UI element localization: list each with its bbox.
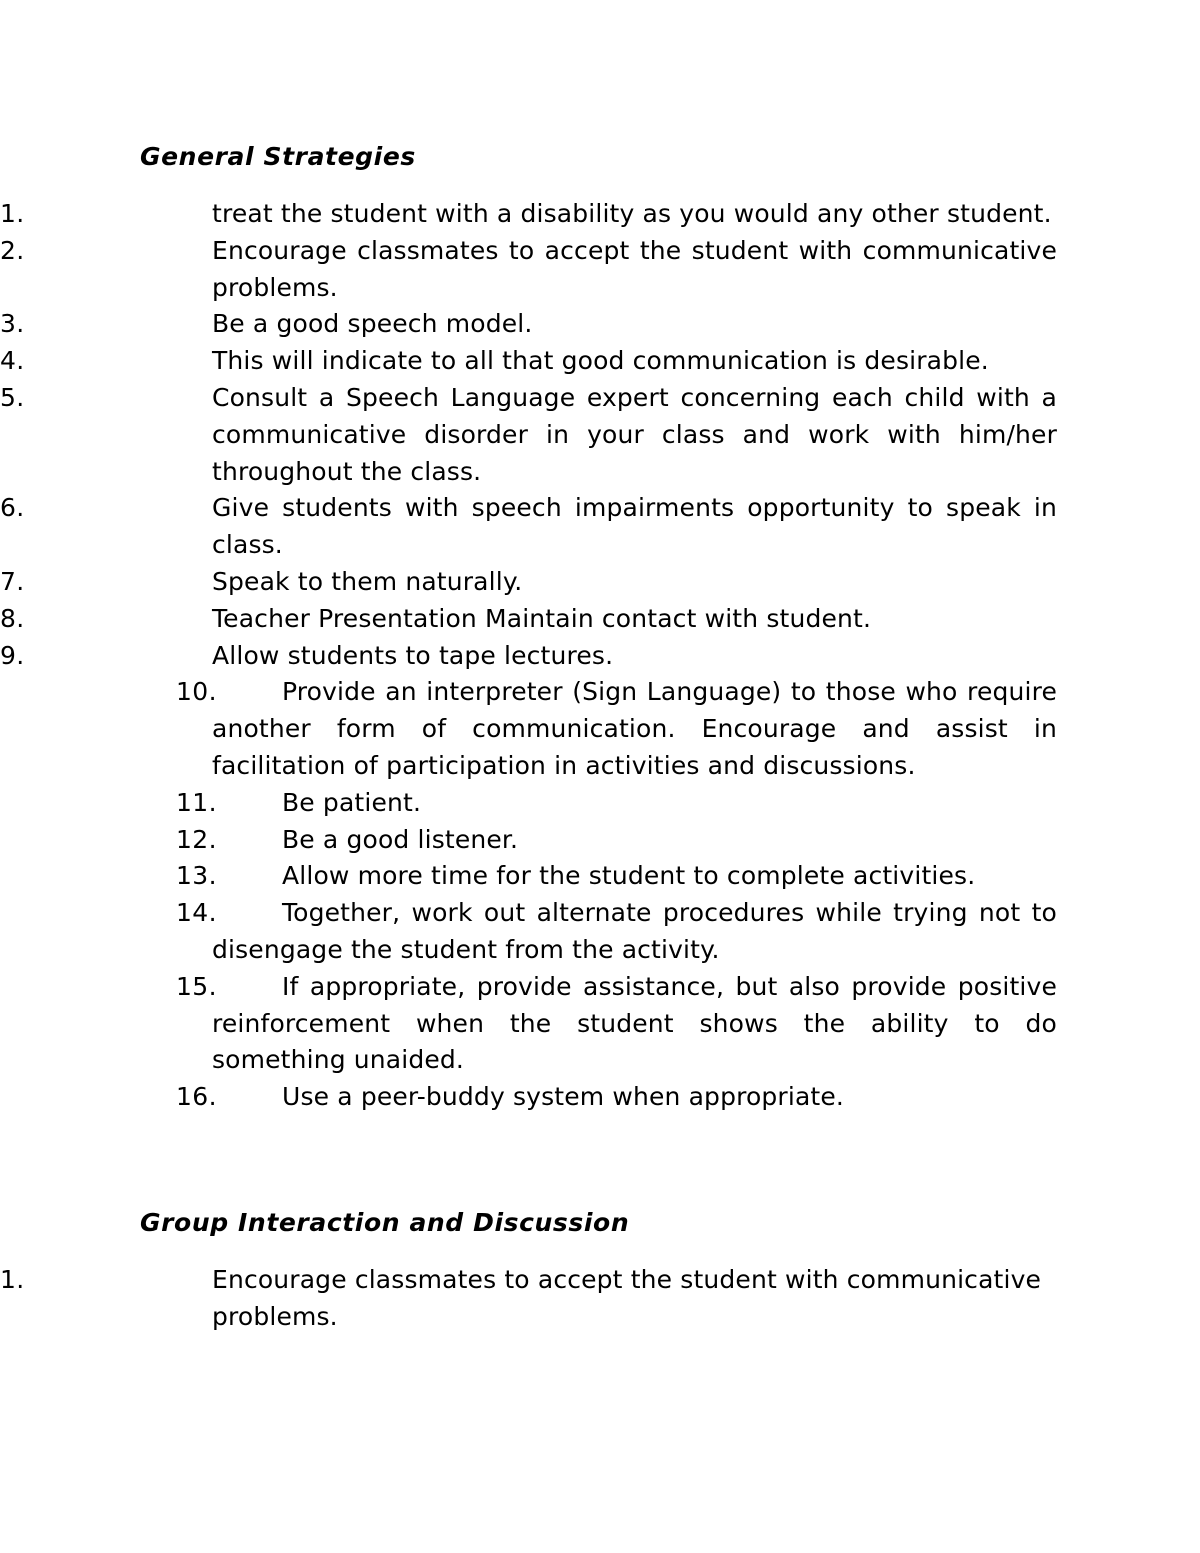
list-item-text: Be patient. <box>282 787 422 817</box>
list-item <box>0 969 1057 1079</box>
section-heading-group-interaction: Group Interaction and Discussion <box>140 1208 630 1237</box>
list-item-text: Be a good listener. <box>282 824 519 854</box>
list-item-text: Encourage classmates to accept the student with communicative problems. <box>212 235 1057 302</box>
list-item <box>0 858 1057 895</box>
list-item-number: 7. <box>0 566 25 596</box>
list-item-number: 14. <box>176 898 217 928</box>
list-item-text: treat the student with a disability as you would any other student. <box>212 199 1052 228</box>
list-item-number: 2. <box>0 235 25 265</box>
list-item-number: 11. <box>176 787 217 817</box>
list-item-number: 6. <box>0 493 25 523</box>
list-item <box>0 674 1057 784</box>
general-strategies-list <box>0 196 1200 1116</box>
group-interaction-list <box>0 1262 1200 1336</box>
list-item-text: Consult a Speech Language expert concerning each child with a communicative disorder in your class and work with him/her throughout the class. <box>212 382 1057 486</box>
list-item-text: Give students with speech impairments opportunity to speak in class. <box>212 493 1057 560</box>
list-item-text: Allow students to tape lectures. <box>212 640 614 670</box>
list-item-number: 10. <box>176 677 217 707</box>
list-item <box>0 490 1057 564</box>
list-item-number: 1. <box>0 199 25 228</box>
list-item <box>0 785 1057 822</box>
list-item-number: 1. <box>0 1265 25 1294</box>
list-item-text: Use a peer-buddy system when appropriate. <box>282 1082 845 1112</box>
list-item-number: 8. <box>0 603 25 633</box>
list-item <box>0 1079 1057 1116</box>
list-item-text: Speak to them naturally. <box>212 566 523 596</box>
list-item-text: Allow more time for the student to complete activities. <box>282 861 976 891</box>
list-item-text: If appropriate, provide assistance, but also provide positive reinforcement when the student shows the ability to do something unaided. <box>212 971 1057 1075</box>
list-item <box>0 638 1057 675</box>
list-item <box>0 306 1057 343</box>
list-item <box>0 233 1057 307</box>
list-item <box>0 380 1057 490</box>
list-item <box>0 564 1057 601</box>
list-item-number: 3. <box>0 309 25 339</box>
list-item-number: 15. <box>176 971 217 1001</box>
list-item-text: Encourage classmates to accept the student with communicative problems. <box>212 1265 1042 1331</box>
list-item <box>0 822 1057 859</box>
list-item-number: 12. <box>176 824 217 854</box>
list-item-text: This will indicate to all that good communication is desirable. <box>212 346 989 376</box>
list-item <box>0 601 1057 638</box>
section-heading-general-strategies: General Strategies <box>140 142 416 171</box>
list-item <box>0 343 1057 380</box>
list-item-number: 9. <box>0 640 25 670</box>
list-item-text: Provide an interpreter (Sign Language) to those who require another form of communication. Encourage and assist in facilitation of participation in activities and discussions. <box>212 677 1057 780</box>
list-item-number: 16. <box>176 1082 217 1112</box>
list-item-text: Teacher Presentation Maintain contact with student. <box>212 603 872 633</box>
list-item-number: 13. <box>176 861 217 891</box>
list-item <box>0 895 1057 969</box>
list-item-number: 5. <box>0 382 25 412</box>
list-item-number: 4. <box>0 346 25 376</box>
list-item <box>0 1262 1057 1336</box>
list-item <box>0 196 1057 233</box>
list-item-text: Together, work out alternate procedures while trying not to disengage the student from the activity. <box>212 898 1057 964</box>
list-item-text: Be a good speech model. <box>212 309 533 339</box>
